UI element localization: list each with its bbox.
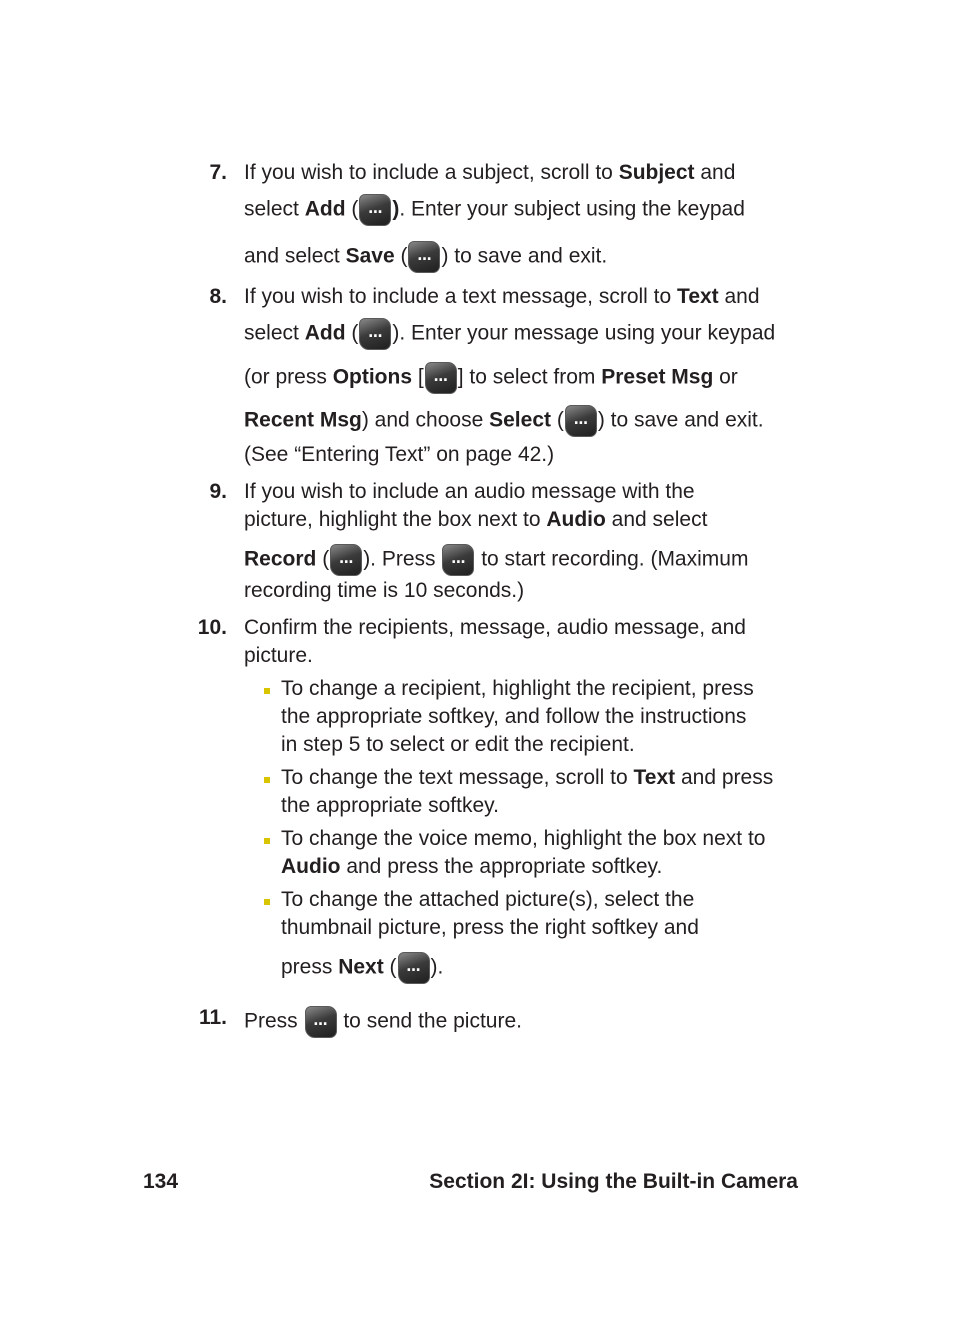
- text-line: and select Save (… ) to save and exit.: [244, 241, 607, 273]
- step-number: 7.: [209, 161, 227, 184]
- step-number: 10.: [197, 616, 227, 639]
- menu-key-icon: [408, 241, 440, 273]
- square-bullet: [264, 899, 270, 905]
- text-line: To change the text message, scroll to Text and press: [281, 766, 774, 789]
- text-line: picture.: [244, 644, 313, 667]
- text-line: Audio and press the appropriate softkey.: [281, 855, 663, 878]
- text-line: picture, highlight the box next to Audio and select: [244, 508, 708, 531]
- text-line: select Add (… ). Enter your message using your keypad: [244, 318, 775, 350]
- text-line: To change the attached picture(s), select the: [281, 888, 695, 911]
- menu-key-icon: [442, 544, 474, 576]
- square-bullet: [264, 688, 270, 694]
- text-line: If you wish to include a subject, scroll to Subject and: [244, 161, 736, 184]
- text-line: Record (… ). Press … to start recording. (Maximum: [244, 544, 748, 576]
- menu-key-icon: [359, 194, 391, 226]
- menu-key-icon: [359, 318, 391, 350]
- page-number: 134: [143, 1170, 179, 1193]
- step-number: 9.: [209, 480, 227, 503]
- text-line: (or press Options [… ] to select from Preset Msg or: [244, 362, 738, 394]
- text-line: Confirm the recipients, message, audio message, and: [244, 616, 746, 639]
- text-line: press Next (… ).: [281, 952, 443, 984]
- text-line: If you wish to include an audio message with the: [244, 480, 695, 503]
- text-line: in step 5 to select or edit the recipient.: [281, 733, 635, 756]
- text-line: Recent Msg) and choose Select (… ) to save and exit.: [244, 405, 764, 437]
- square-bullet: [264, 838, 270, 844]
- menu-key-icon: [305, 1006, 337, 1038]
- menu-key-icon: [398, 952, 430, 984]
- step-number: 8.: [209, 285, 227, 308]
- menu-key-icon: [565, 405, 597, 437]
- step-number: 11.: [198, 1006, 227, 1029]
- text-line: Press … to send the picture.: [244, 1006, 522, 1038]
- text-line: (See “Entering Text” on page 42.): [244, 443, 555, 466]
- menu-key-icon: [330, 544, 362, 576]
- text-line: If you wish to include a text message, scroll to Text and: [244, 285, 760, 308]
- text-line: To change the voice memo, highlight the box next to: [281, 827, 766, 850]
- text-line: select Add (… ). Enter your subject using the keypad: [244, 194, 745, 226]
- text-line: the appropriate softkey.: [281, 794, 499, 817]
- text-line: To change a recipient, highlight the recipient, press: [281, 677, 754, 700]
- menu-key-icon: [425, 362, 457, 394]
- square-bullet: [264, 777, 270, 783]
- text-line: thumbnail picture, press the right softkey and: [281, 916, 699, 939]
- text-line: recording time is 10 seconds.): [244, 579, 525, 602]
- section-title: Section 2I: Using the Built-in Camera: [429, 1170, 798, 1193]
- text-line: the appropriate softkey, and follow the instructions: [281, 705, 747, 728]
